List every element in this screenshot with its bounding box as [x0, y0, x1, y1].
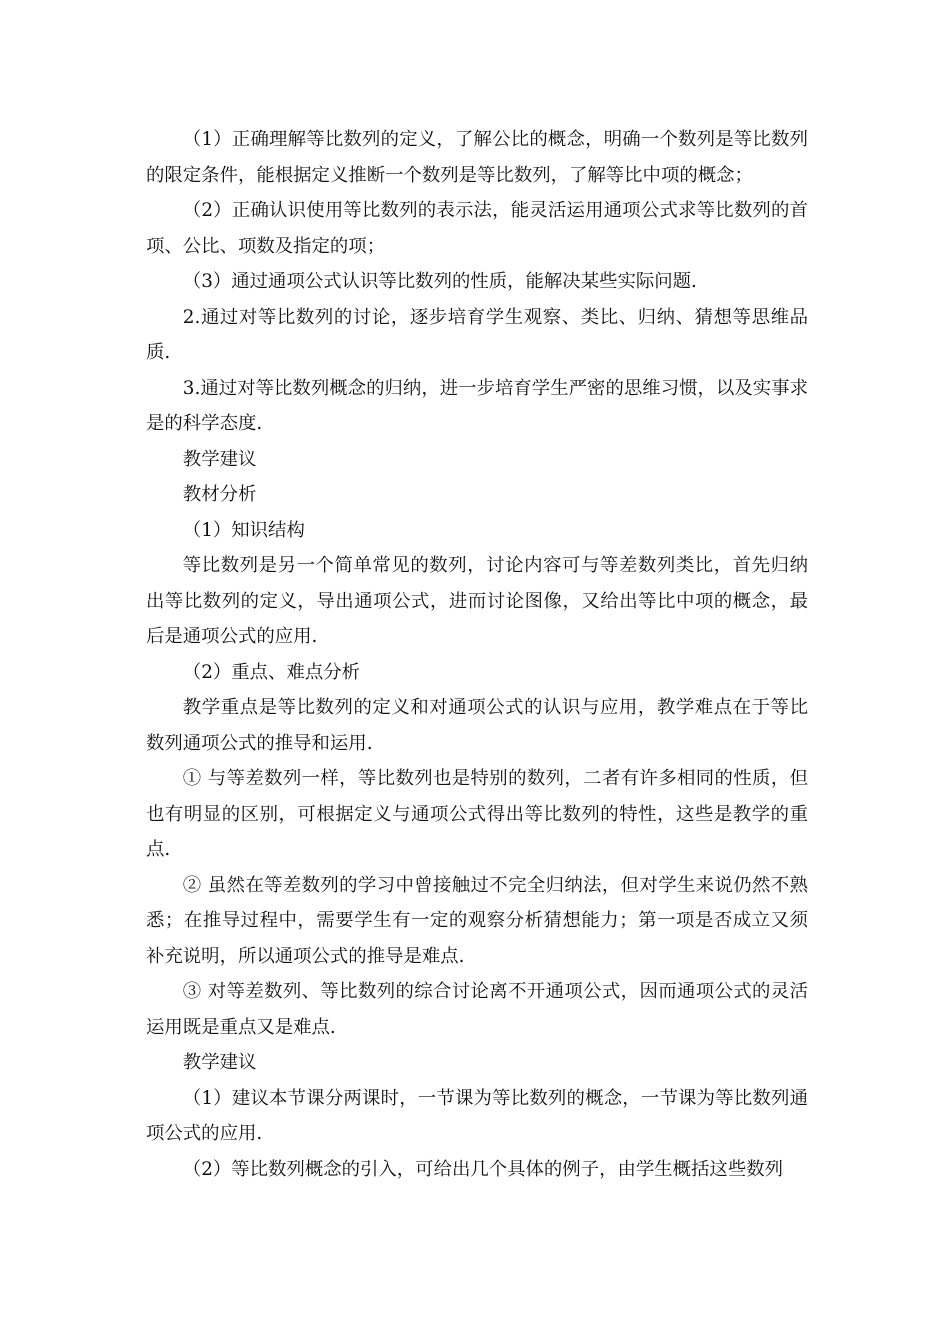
key-points-summary: 教学重点是等比数列的定义和对通项公式的认识与应用，教学难点在于等比数列通项公式的推导和运用. — [146, 697, 808, 754]
objective-1: （1）正确理解等比数列的定义，了解公比的概念，明确一个数列是等比数列的限定条件，能根据定义推断一个数列是等比数列，了解等比中项的概念； — [146, 129, 808, 186]
document-page — [146, 122, 808, 1187]
goal-2: 2.通过对等比数列的讨论，逐步培育学生观察、类比、归纳、猜想等思维品质. — [146, 306, 808, 363]
section-heading-textbook-analysis: 教材分析 — [182, 484, 257, 505]
knowledge-structure-text: 等比数列是另一个简单常见的数列，讨论内容可与等差数列类比，首先归纳出等比数列的定义，导出通项公式，进而讨论图像，又给出等比中项的概念，最后是通项公式的应用. — [146, 555, 808, 647]
suggestion-2: （2）等比数列概念的引入，可给出几个具体的例子，由学生概括这些数列 — [182, 1158, 783, 1180]
objective-2: （2）正确认识使用等比数列的表示法，能灵活运用通项公式求等比数列的首项、公比、项数及指定的项； — [146, 200, 808, 257]
key-point-2: ② 虽然在等差数列的学习中曾接触过不完全归纳法，但对学生来说仍然不熟悉；在推导过程中，需要学生有一定的观察分析猜想能力；第一项是否成立又须补充说明，所以通项公式的推导是难点. — [146, 874, 808, 967]
key-point-1: ① 与等差数列一样，等比数列也是特别的数列，二者有许多相同的性质，但也有明显的区别，可根据定义与通项公式得出等比数列的特性，这些是教学的重点. — [146, 768, 808, 860]
objective-3: （3）通过通项公式认识等比数列的性质，能解决某些实际问题. — [182, 271, 697, 292]
subheading-knowledge-structure: （1）知识结构 — [182, 519, 305, 541]
key-point-3: ③ 对等差数列、等比数列的综合讨论离不开通项公式，因而通项公式的灵活运用既是重点又是难点. — [146, 981, 808, 1038]
suggestion-1: （1）建议本节课分两课时，一节课为等比数列的概念，一节课为等比数列通项公式的应用. — [146, 1087, 808, 1144]
section-heading-teaching-suggestions: 教学建议 — [182, 448, 257, 470]
section-heading-teaching-suggestions-2: 教学建议 — [182, 1052, 257, 1073]
subheading-key-difficult-points: （2）重点、难点分析 — [182, 661, 361, 683]
goal-3: 3.通过对等比数列概念的归纳，进一步培育学生严密的思维习惯，以及实事求是的科学态度. — [146, 377, 808, 434]
